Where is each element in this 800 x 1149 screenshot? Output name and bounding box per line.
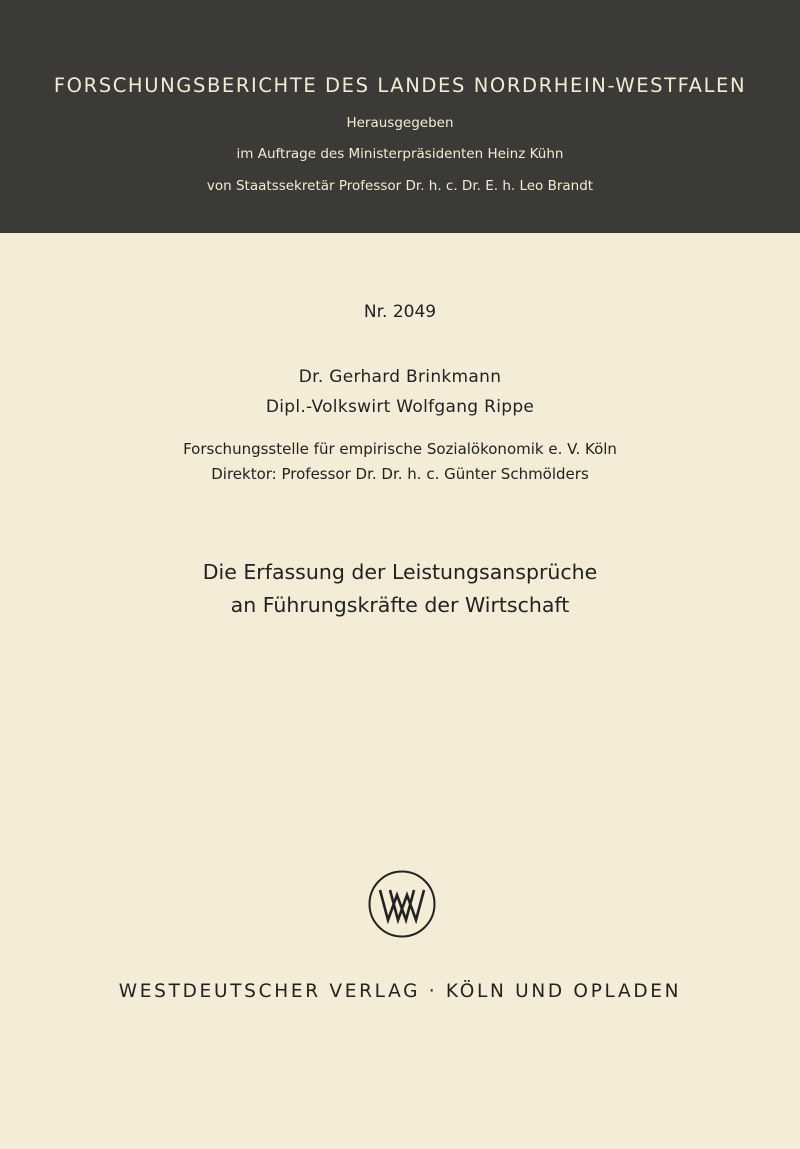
editor-line-2: im Auftrage des Ministerpräsidenten Heinz Kühn <box>236 146 564 162</box>
book-title-line-2: an Führungskräfte der Wirtschaft <box>230 593 570 617</box>
institution-line-2: Direktor: Professor Dr. Dr. h. c. Günter Schmölders <box>211 465 589 483</box>
report-number: Nr. 2049 <box>363 302 437 322</box>
series-header-band <box>0 0 800 233</box>
book-title-line-1: Die Erfassung der Leistungsansprüche <box>202 560 598 584</box>
author-1: Dr. Gerhard Brinkmann <box>298 367 502 387</box>
institution-line-1: Forschungsstelle für empirische Sozialökonomik e. V. Köln <box>183 440 617 458</box>
series-title: FORSCHUNGSBERICHTE DES LANDES NORDRHEIN-WESTFALEN <box>53 74 747 97</box>
publisher-name: WESTDEUTSCHER VERLAG · KÖLN UND OPLADEN <box>118 981 682 1002</box>
author-2: Dipl.-Volkswirt Wolfgang Rippe <box>265 397 535 417</box>
editor-line-3: von Staatssekretär Professor Dr. h. c. Dr. E. h. Leo Brandt <box>206 178 594 194</box>
publisher-logo-icon <box>368 870 436 938</box>
editor-line-1: Herausgegeben <box>346 115 454 131</box>
